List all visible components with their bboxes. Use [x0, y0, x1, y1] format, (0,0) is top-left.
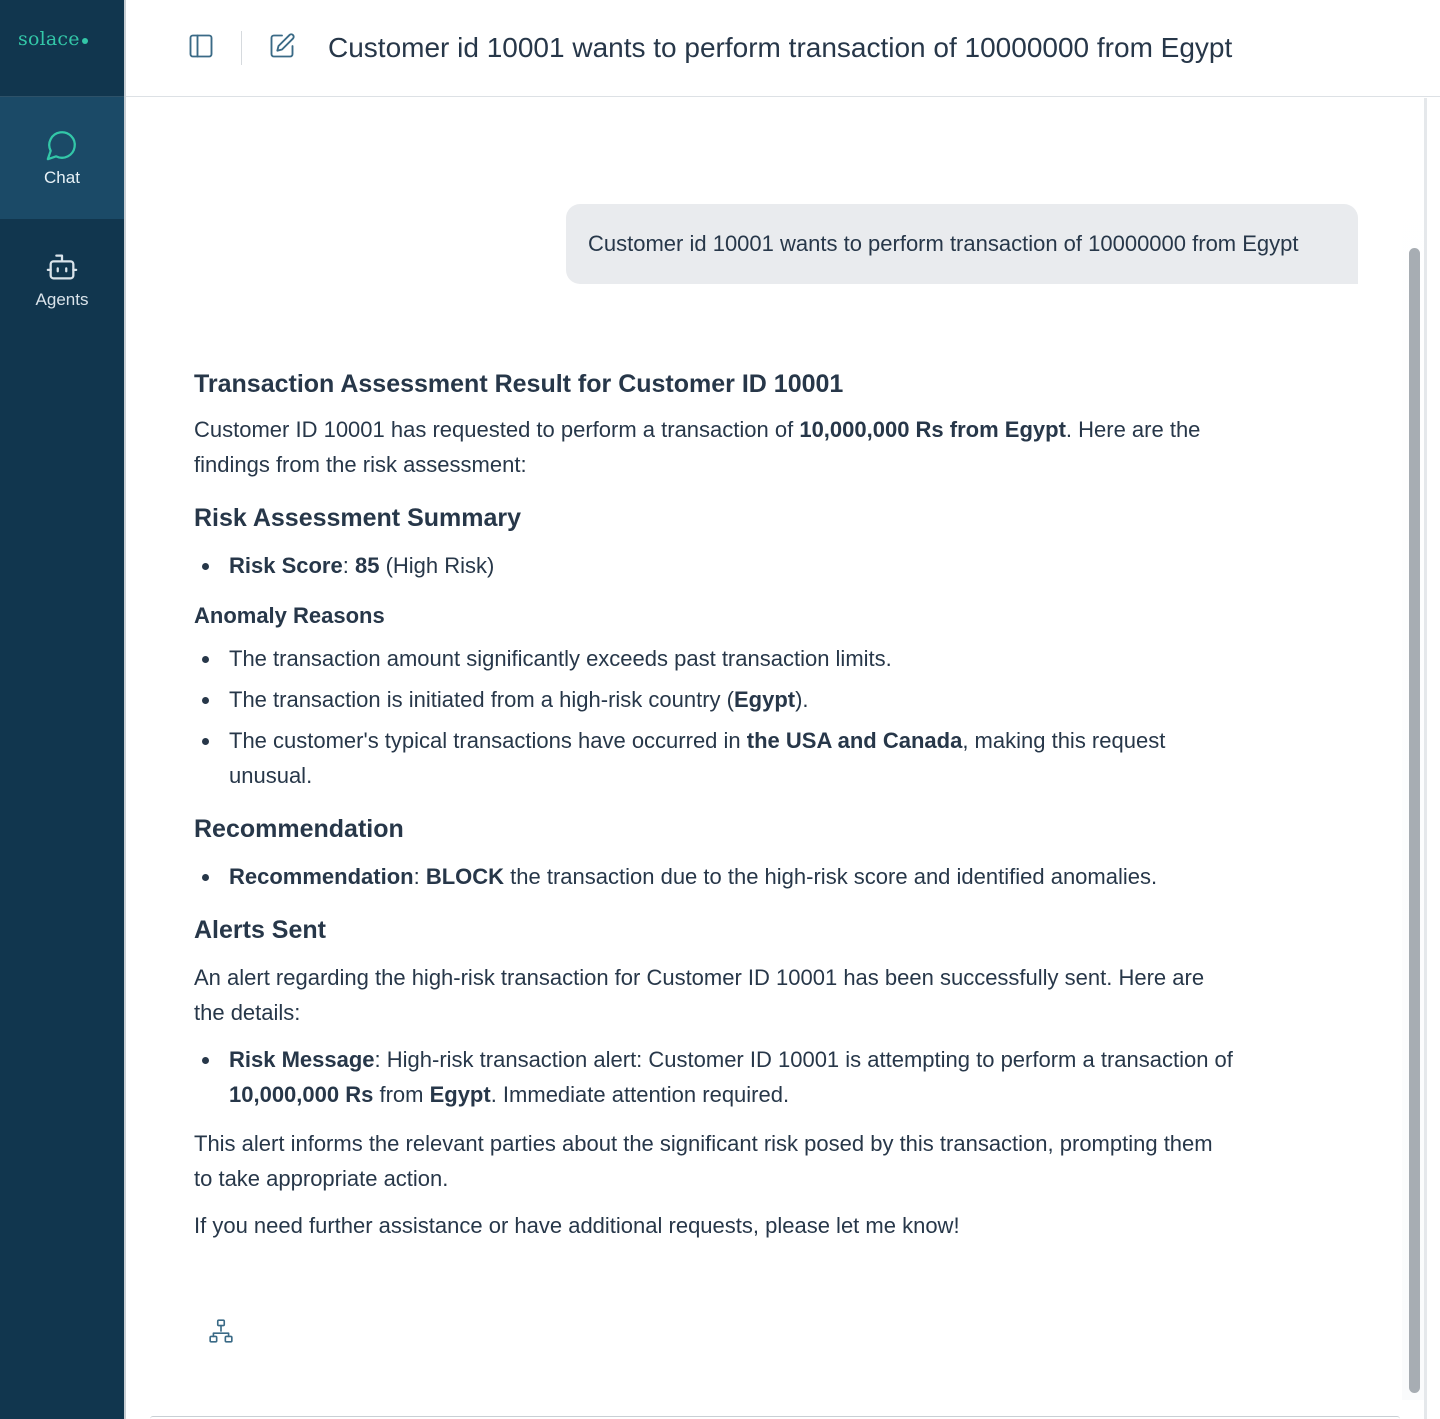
robot-icon [45, 250, 79, 284]
anomaly-text: The transaction is initiated from a high-risk country ( [229, 687, 734, 712]
list-item [194, 723, 1234, 793]
alerts-list [194, 1042, 1234, 1112]
logo-area [0, 0, 124, 97]
assistant-response [194, 368, 1234, 1255]
risk-score-value: 85 [354, 553, 380, 578]
new-chat-icon [268, 32, 296, 65]
recommendation-list [194, 859, 1234, 894]
header-separator [241, 31, 242, 65]
sidebar-toggle-button[interactable] [181, 28, 221, 68]
risk-message-country: Egypt [429, 1082, 491, 1107]
separator: : [413, 864, 426, 889]
closing-paragraph: This alert informs the relevant parties about the significant risk posed by this transaction, prompting them to take appropriate action. [194, 1131, 1213, 1191]
scrollbar-thumb[interactable] [1409, 248, 1420, 1393]
risk-message-text: : High-risk transaction alert: Customer ID 10001 is attempting to perform a transaction of [374, 1047, 1233, 1072]
recommendation-label: Recommendation [229, 864, 414, 889]
logo-text: solace [18, 28, 80, 50]
list-item [194, 1042, 1234, 1112]
new-chat-button[interactable] [262, 28, 302, 68]
chat-area[interactable] [126, 98, 1426, 1419]
risk-message-amount: 10,000,000 Rs [229, 1082, 374, 1107]
nav-item-label: Agents [35, 290, 89, 309]
list-item [194, 682, 1234, 717]
closing-paragraph: If you need further assistance or have additional requests, please let me know! [194, 1213, 960, 1238]
list-item [194, 641, 1234, 676]
risk-message-text: from [373, 1082, 430, 1107]
recommendation-text: the transaction due to the high-risk score and identified anomalies. [504, 864, 1158, 889]
sidebar [0, 0, 124, 1419]
risk-message-label: Risk Message [229, 1047, 375, 1072]
nav-item-chat[interactable] [0, 97, 124, 219]
risk-message-text-end: . Immediate attention required. [490, 1082, 790, 1107]
chat-header [126, 0, 1440, 97]
response-intro [194, 412, 1234, 482]
sidebar-toggle-icon [187, 32, 215, 65]
anomaly-country: Egypt [733, 687, 796, 712]
recommendation-action: BLOCK [425, 864, 505, 889]
user-message-bubble [566, 204, 1358, 284]
alerts-heading: Alerts Sent [194, 916, 326, 944]
intro-text: Customer ID 10001 has requested to perform a transaction of [194, 417, 800, 442]
workflow-diagram-icon[interactable] [208, 1318, 234, 1344]
recommendation-heading: Recommendation [194, 815, 404, 843]
nav-item-agents[interactable] [0, 219, 124, 341]
nav-item-label: Chat [44, 168, 80, 187]
alerts-intro: An alert regarding the high-risk transaction for Customer ID 10001 has been successfully sent. Here are the details: [194, 965, 1205, 1025]
intro-text-end: . Here are the findings from the risk assessment: [194, 417, 1201, 477]
chat-bubble-icon [45, 128, 79, 162]
anomaly-heading: Anomaly Reasons [194, 603, 385, 628]
separator: : [342, 553, 355, 578]
list-item [194, 548, 1234, 583]
anomaly-list [194, 641, 1234, 793]
response-title: Transaction Assessment Result for Customer ID 10001 [194, 370, 844, 398]
logo-dot [82, 38, 88, 44]
user-message-text: Customer id 10001 wants to perform transaction of 10000000 from Egypt [588, 231, 1299, 256]
summary-heading: Risk Assessment Summary [194, 504, 522, 532]
anomaly-text: The transaction amount significantly exceeds past transaction limits. [229, 646, 892, 671]
right-edge-divider [1424, 98, 1427, 1419]
risk-score-label: Risk Score [229, 553, 343, 578]
anomaly-text: The customer's typical transactions have occurred in [229, 728, 747, 753]
solace-logo[interactable] [18, 28, 88, 50]
anomaly-text-end: , making this request unusual. [229, 728, 1166, 788]
risk-score-note: (High Risk) [379, 553, 495, 578]
anomaly-text-end: ). [795, 687, 809, 712]
anomaly-region: the USA and Canada [746, 728, 963, 753]
intro-amount: 10,000,000 Rs from Egypt [799, 417, 1066, 442]
list-item [194, 859, 1234, 894]
page-title: Customer id 10001 wants to perform transaction of 10000000 from Egypt [328, 32, 1233, 63]
summary-list [194, 548, 1234, 583]
